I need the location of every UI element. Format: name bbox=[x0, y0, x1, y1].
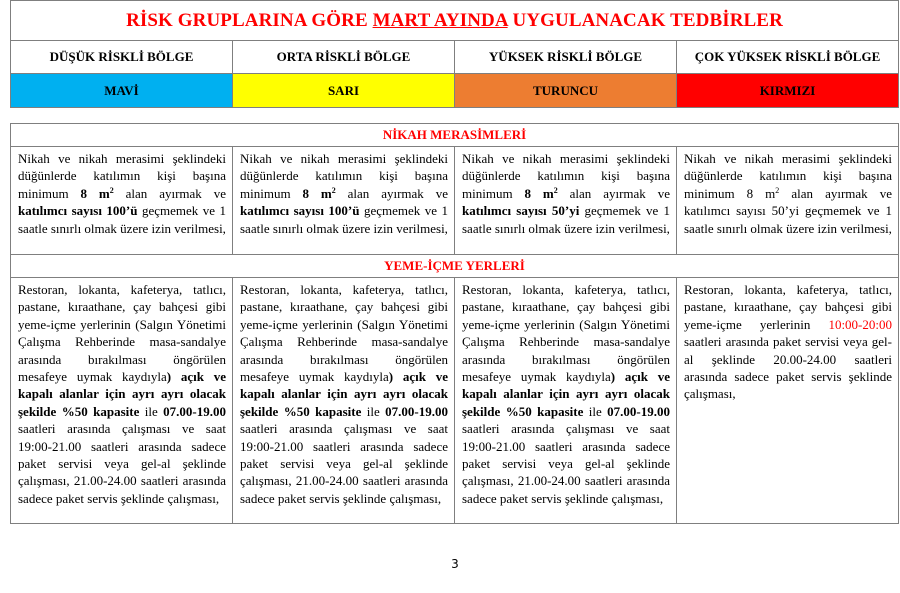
bold-text: ) açık ve kapalı alanlar için ayrı ayrı olacak şekilde %50 kapasite bbox=[240, 369, 448, 419]
superscript: 2 bbox=[109, 185, 114, 195]
superscript: 2 bbox=[553, 185, 558, 195]
text: alan ayırmak ve bbox=[335, 185, 448, 201]
text: saatleri arasında çalışması ve saat 19:00-21.00 saatleri arasında sadece paket servisi veya gel-al şeklinde çalışması, 21.00-24.00 saatleri arasında sadece paket servis şeklinde çalışması, bbox=[240, 421, 448, 506]
bold-text: 07.00-19.00 bbox=[607, 403, 671, 419]
text: saatleri arasında çalışması ve saat 19:00-21.00 saatleri arasında sadece paket servisi veya gel-al şeklinde çalışması, 21.00-24.00 saatleri arasında sadece paket servis şeklinde çalışması, bbox=[462, 421, 670, 506]
risk-color-yellow: SARI bbox=[233, 74, 455, 108]
measures-table bbox=[10, 123, 899, 524]
risk-level-high: YÜKSEK RİSKLİ BÖLGE bbox=[455, 41, 677, 74]
text: geçmemek ve 1 saatle sınırlı olmak üzere izin verilmesi, bbox=[18, 203, 227, 236]
title-month: MART AYINDA bbox=[372, 9, 508, 31]
yeme-icme-cell-very-high bbox=[677, 278, 899, 524]
bold-text: 8 m bbox=[524, 185, 554, 201]
text: alan ayırmak ve bbox=[557, 185, 670, 201]
yeme-icme-cell-medium bbox=[233, 278, 455, 524]
text: saatleri arasında paket servisi veya gel-al şeklinde 20.00-24.00 saatleri arasında sadece paket servis şeklinde çalışması, bbox=[684, 334, 892, 402]
bold-text: katılımcı sayısı 50’yi bbox=[462, 203, 580, 219]
bold-text: ) açık ve kapalı alanlar için ayrı ayrı olacak şekilde %50 kapasite bbox=[18, 369, 226, 419]
text: ile bbox=[361, 403, 386, 419]
nikah-cell-high bbox=[455, 147, 677, 255]
yeme-icme-cell-low bbox=[11, 278, 233, 524]
risk-color-orange: TURUNCU bbox=[455, 74, 677, 108]
text: geçmemek ve 1 saatle sınırlı olmak üzere izin verilmesi, bbox=[462, 203, 671, 236]
yeme-icme-cell-high bbox=[455, 278, 677, 524]
title-prefix: RİSK GRUPLARINA GÖRE bbox=[126, 9, 373, 31]
risk-level-low: DÜŞÜK RİSKLİ BÖLGE bbox=[11, 41, 233, 74]
page-number: 3 bbox=[451, 557, 459, 571]
nikah-cell-very-high bbox=[677, 147, 899, 255]
text: Restoran, lokanta, kafeterya, tatlıcı, pastane, kıraathane, çay bahçesi gibi yeme-içme yerlerinin bbox=[684, 282, 892, 332]
highlighted-hours: 10:00-20:00 bbox=[828, 316, 892, 332]
title-suffix: UYGULANACAK TEDBİRLER bbox=[507, 9, 783, 31]
nikah-cell-medium bbox=[233, 147, 455, 255]
text: Restoran, lokanta, kafeterya, tatlıcı, pastane, kıraathane, çay bahçesi gibi yeme-içme yerlerinin (Salgın Yönetimi Çalışma Rehberinde masa-sandalye arasında bırakılması öngörülen mesafeye uymak kaydıyla bbox=[18, 282, 226, 385]
bold-text: katılımcı sayısı 100’ü bbox=[18, 203, 138, 219]
text: Restoran, lokanta, kafeterya, tatlıcı, pastane, kıraathane, çay bahçesi gibi yeme-içme yerlerinin (Salgın Yönetimi Çalışma Rehberinde masa-sandalye arasında bırakılması öngörülen mesafeye uymak kaydıyla bbox=[240, 282, 448, 385]
risk-color-blue: MAVİ bbox=[11, 74, 233, 108]
superscript: 2 bbox=[331, 185, 336, 195]
bold-text: katılımcı sayısı 100’ü bbox=[240, 203, 360, 219]
bold-text: 07.00-19.00 bbox=[385, 403, 449, 419]
text: geçmemek ve 1 saatle sınırlı olmak üzere izin verilmesi, bbox=[240, 203, 449, 236]
superscript: 2 bbox=[775, 185, 780, 195]
text: alan ayırmak ve katılımcı sayısı 50’yi geçmemek ve 1 saatle sınırlı olmak üzere izin verilmesi, bbox=[684, 185, 892, 236]
bold-text: ) açık ve kapalı alanlar için ayrı ayrı olacak şekilde %50 kapasite bbox=[462, 369, 670, 419]
risk-level-medium: ORTA RİSKLİ BÖLGE bbox=[233, 41, 455, 74]
text: ile bbox=[583, 403, 608, 419]
text: Nikah ve nikah merasimi şeklindeki düğünlerde katılımın kişi başına minimum bbox=[240, 151, 448, 201]
nikah-cell-low bbox=[11, 147, 233, 255]
text: Nikah ve nikah merasimi şeklindeki düğünlerde katılımın kişi başına minimum bbox=[18, 151, 226, 201]
bold-text: 8 m bbox=[80, 185, 110, 201]
bold-text: 07.00-19.00 bbox=[163, 403, 227, 419]
text: ile bbox=[139, 403, 164, 419]
risk-color-red: KIRMIZI bbox=[677, 74, 899, 108]
page-title bbox=[11, 1, 899, 41]
text: alan ayırmak ve bbox=[113, 185, 226, 201]
text: saatleri arasında çalışması ve saat 19:00-21.00 saatleri arasında sadece paket servisi veya gel-al şeklinde çalışması, 21.00-24.00 saatleri arasında sadece paket servis şeklinde çalışması, bbox=[18, 421, 226, 506]
bold-text: 8 m bbox=[302, 185, 332, 201]
section-header-yeme-icme: YEME-İÇME YERLERİ bbox=[11, 255, 899, 278]
text: Restoran, lokanta, kafeterya, tatlıcı, pastane, kıraathane, çay bahçesi gibi yeme-içme yerlerinin (Salgın Yönetimi Çalışma Rehberinde masa-sandalye arasında bırakılması öngörülen mesafeye uymak kaydıyla bbox=[462, 282, 670, 385]
risk-groups-table bbox=[10, 0, 899, 108]
section-header-nikah: NİKAH MERASİMLERİ bbox=[11, 124, 899, 147]
text: Nikah ve nikah merasimi şeklindeki düğünlerde katılımın kişi başına minimum 8 m bbox=[684, 151, 892, 201]
risk-level-very-high: ÇOK YÜKSEK RİSKLİ BÖLGE bbox=[677, 41, 899, 74]
text: Nikah ve nikah merasimi şeklindeki düğünlerde katılımın kişi başına minimum bbox=[462, 151, 670, 201]
